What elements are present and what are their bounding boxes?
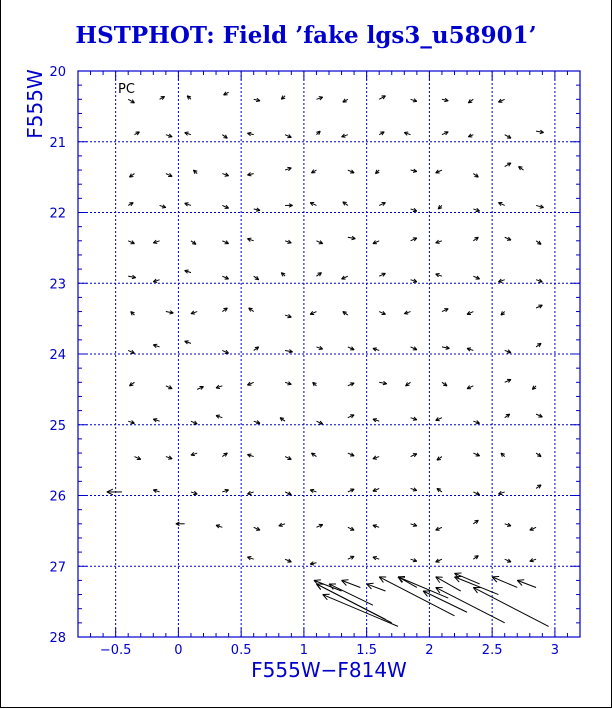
vector-arrow — [131, 312, 135, 316]
vector-arrow — [191, 311, 197, 314]
vector-arrow — [536, 453, 541, 457]
vector-head — [474, 176, 478, 177]
vector-arrow — [411, 417, 417, 420]
vector-arrow — [404, 311, 410, 314]
vector-arrow — [222, 350, 228, 353]
vector-head — [413, 171, 417, 172]
vector-arrow — [160, 205, 166, 208]
x-tick-label: −0.5 — [99, 643, 132, 658]
vector-arrow — [467, 311, 473, 314]
vector-arrow — [473, 237, 478, 241]
vector-arrow — [316, 524, 322, 527]
vector-arrow — [247, 132, 253, 135]
vector-arrow — [442, 98, 448, 101]
vector-arrow — [367, 583, 386, 591]
vector-arrow — [187, 96, 191, 100]
vector-head — [367, 583, 374, 584]
vector-head — [540, 208, 544, 209]
vector-arrow — [536, 343, 541, 347]
vector-arrow — [313, 382, 317, 386]
vector-arrow — [473, 421, 479, 424]
y-tick-label: 28 — [49, 631, 66, 646]
y-tick-label: 23 — [49, 277, 66, 293]
vector-arrow — [285, 492, 291, 495]
vector-arrow — [216, 385, 222, 388]
x-tick-label: 0 — [174, 643, 183, 658]
y-tick-label: 26 — [49, 489, 66, 505]
vector-arrow — [536, 205, 544, 208]
vector-head — [255, 279, 259, 280]
vector-arrow — [436, 240, 442, 243]
vector-arrow — [249, 308, 254, 312]
vector-arrow — [379, 273, 385, 276]
vector-arrow — [222, 276, 228, 279]
vector-arrow — [166, 173, 172, 176]
vector-head — [311, 453, 315, 454]
x-tick-label: 1.5 — [356, 643, 377, 658]
vector-arrow — [191, 421, 197, 424]
vector-shaft — [473, 587, 548, 626]
y-tick-label: 21 — [49, 135, 66, 151]
vector-arrow — [468, 99, 473, 103]
vector-arrow — [185, 132, 191, 135]
vector-head — [192, 244, 196, 245]
vector-arrow — [153, 279, 159, 282]
vector-arrow — [442, 132, 448, 135]
vector-arrow — [216, 525, 222, 528]
vector-arrow — [254, 347, 259, 351]
vector-arrow — [343, 312, 348, 316]
vector-arrow — [166, 386, 172, 389]
chart-title: HSTPHOT: Field ’fake lgs3_u58901’ — [75, 22, 537, 49]
vector-arrow — [185, 270, 191, 273]
vector-arrow — [536, 305, 542, 308]
x-tick-label: 2 — [425, 643, 434, 658]
vector-arrow — [348, 489, 354, 492]
vector-arrow — [222, 135, 227, 139]
vector-arrow — [254, 276, 259, 280]
vector-arrow — [437, 488, 442, 492]
vector-arrow — [193, 170, 197, 174]
vector-arrow — [501, 453, 505, 457]
vector-arrow — [348, 527, 354, 530]
vector-arrow — [254, 98, 260, 101]
vector-arrow — [348, 453, 354, 456]
vector-arrow — [128, 275, 136, 278]
vector-arrow — [197, 386, 203, 389]
vector-arrow — [379, 202, 385, 205]
vector-arrow — [280, 418, 285, 422]
vector-head — [249, 308, 253, 309]
vector-arrow — [498, 491, 504, 494]
vector-arrow — [437, 457, 442, 461]
vector-arrow — [373, 456, 379, 459]
vector-arrow — [222, 453, 227, 457]
vector-head — [280, 418, 284, 419]
vector-arrow — [498, 279, 504, 282]
vector-arrow — [436, 417, 442, 420]
vector-arrow — [473, 453, 479, 456]
panel-label: PC — [118, 82, 135, 97]
vector-arrow — [473, 556, 478, 560]
vector-arrow — [185, 203, 191, 206]
vector-arrow — [373, 557, 379, 560]
vector-arrow — [222, 308, 227, 312]
vector-arrow — [530, 527, 536, 530]
vector-arrow — [310, 311, 316, 314]
vector-head — [444, 101, 448, 102]
vector-arrow — [128, 350, 134, 353]
vector-arrow — [473, 276, 479, 279]
vector-arrow — [519, 167, 524, 171]
x-tick-label: 3 — [550, 643, 560, 658]
vector-head — [343, 202, 347, 203]
vector-shaft — [423, 591, 467, 612]
vector-arrow — [442, 346, 450, 349]
vector-arrow — [373, 241, 379, 244]
vector-arrow — [285, 204, 293, 207]
vector-arrow — [316, 241, 322, 244]
vector-arrow — [348, 556, 354, 559]
vector-arrow — [222, 489, 228, 492]
vector-arrow — [442, 382, 447, 386]
vector-arrow — [348, 170, 354, 173]
x-axis-label: F555W−F814W — [251, 658, 407, 682]
vector-arrow — [134, 132, 139, 135]
vector-arrow — [343, 202, 348, 206]
y-axis-label: F555W — [23, 69, 47, 139]
vector-arrow — [285, 382, 291, 385]
vector-arrow — [348, 236, 356, 239]
vector-head — [256, 101, 260, 102]
vector-arrow — [375, 170, 379, 174]
vector-arrow — [222, 205, 228, 208]
vector-arrow — [411, 208, 417, 211]
vector-arrow — [185, 341, 191, 344]
vector-arrow — [342, 134, 348, 137]
vector-arrow — [536, 279, 542, 282]
vector-arrow — [505, 559, 511, 562]
vector-arrow — [279, 523, 285, 526]
vector-arrow — [153, 240, 159, 243]
vector-head — [443, 385, 447, 386]
vector-arrow — [505, 163, 511, 167]
vector-head — [289, 352, 293, 353]
vector-arrow — [532, 386, 536, 390]
vector-arrow — [310, 202, 316, 205]
vector-arrow — [128, 421, 134, 424]
vector-head — [517, 580, 524, 581]
vector-arrow — [348, 383, 354, 386]
vector-arrow — [436, 559, 442, 562]
vector-arrow — [411, 523, 417, 526]
y-tick-label: 27 — [49, 560, 66, 576]
vector-head — [537, 456, 541, 457]
vector-arrow — [473, 587, 548, 626]
vector-head — [256, 210, 260, 211]
vector-arrow — [530, 558, 536, 561]
vector-arrow — [247, 173, 253, 176]
vector-arrow — [316, 584, 391, 623]
vector-head — [343, 312, 347, 313]
vector-arrow — [473, 174, 478, 178]
vector-arrow — [473, 208, 479, 211]
vector-arrow — [423, 591, 467, 612]
vector-arrow — [153, 419, 159, 422]
vector-arrow — [254, 421, 260, 424]
vector-arrow — [311, 170, 316, 173]
x-tick-label: 1 — [299, 643, 309, 658]
vector-arrow — [224, 92, 229, 95]
vector-arrow — [166, 134, 172, 137]
vector-arrow — [134, 456, 140, 459]
vector-arrow — [492, 577, 517, 588]
vector-arrow — [505, 414, 510, 418]
vector-arrow — [153, 344, 159, 347]
vector-arrow — [379, 381, 387, 384]
vector-arrow — [379, 132, 384, 135]
vector-head — [446, 348, 450, 349]
vector-arrow — [160, 96, 165, 99]
vector-arrow — [438, 205, 442, 209]
vector-arrow — [247, 454, 253, 457]
vector-arrow — [285, 240, 291, 243]
vector-arrow — [128, 99, 134, 103]
vector-arrow — [342, 276, 348, 279]
vector-arrow — [254, 208, 260, 211]
vector-arrow — [191, 452, 197, 455]
vector-arrow — [411, 488, 417, 491]
vector-arrow — [107, 489, 122, 495]
vector-arrow — [247, 557, 253, 560]
vector-arrow — [505, 350, 511, 353]
plot-frame — [78, 71, 580, 637]
vector-arrow — [166, 311, 174, 314]
vector-arrow — [342, 580, 361, 588]
x-tick-label: 2.5 — [481, 643, 503, 658]
vector-arrow — [222, 241, 228, 244]
vector-arrow — [436, 274, 442, 277]
vector-arrow — [436, 170, 442, 173]
vector-arrow — [129, 174, 134, 178]
vector-arrow — [373, 348, 379, 351]
vector-arrow — [343, 99, 348, 102]
vector-arrow — [379, 311, 385, 314]
vector-shaft — [492, 577, 517, 588]
vector-arrow — [468, 134, 473, 137]
vector-arrow — [285, 134, 291, 137]
vector-arrow — [411, 279, 417, 282]
y-tick-label: 25 — [49, 418, 66, 434]
x-tick-label: 0.5 — [230, 643, 252, 658]
vector-arrow — [436, 527, 442, 530]
vector-arrow — [129, 382, 134, 386]
vector-arrow — [442, 309, 448, 312]
vector-arrow — [536, 414, 542, 417]
vector-head — [247, 132, 251, 133]
vector-arrow — [310, 562, 316, 565]
vector-arrow — [285, 456, 291, 459]
vector-arrow — [247, 382, 253, 385]
vector-arrow — [498, 99, 504, 102]
vector-arrow — [316, 97, 322, 100]
vector-arrow — [348, 415, 354, 418]
vector-arrow — [310, 489, 316, 492]
vector-arrow — [166, 456, 172, 459]
vector-arrow — [311, 453, 316, 457]
vector-arrow — [404, 132, 410, 135]
y-tick-label: 22 — [49, 206, 66, 222]
vector-arrow — [191, 491, 197, 494]
vector-arrow — [505, 523, 511, 526]
vector-arrow — [348, 347, 354, 350]
vector-arrow — [498, 202, 504, 205]
vector-arrow — [153, 489, 159, 492]
vector-arrow — [216, 415, 222, 418]
vector-arrow — [222, 173, 228, 176]
vector-arrow — [505, 379, 511, 382]
vector-arrow — [373, 488, 379, 491]
vector-head — [437, 488, 441, 489]
vector-arrow — [316, 421, 322, 424]
vector-arrow — [501, 311, 505, 315]
vector-arrow — [285, 559, 291, 562]
vector-arrow — [281, 273, 285, 277]
vector-arrow — [176, 522, 185, 525]
vector-arrow — [128, 241, 134, 244]
vector-head — [170, 313, 174, 314]
vector-arrow — [473, 492, 479, 495]
vector-shaft — [316, 584, 391, 623]
vector-arrow — [411, 558, 417, 561]
vector-head — [537, 244, 541, 245]
vector-arrow — [505, 135, 511, 139]
vector-head — [342, 580, 349, 581]
vector-arrow — [281, 96, 285, 100]
vector-arrow — [247, 491, 253, 494]
vector-arrow — [411, 238, 417, 241]
vector-arrow — [536, 130, 544, 133]
vector-arrow — [536, 241, 541, 245]
vector-arrow — [473, 520, 478, 524]
vector-arrow — [191, 241, 196, 245]
vector-arrow — [285, 167, 291, 170]
vector-arrow — [316, 131, 320, 135]
y-tick-label: 20 — [49, 65, 66, 80]
vector-arrow — [505, 237, 511, 240]
vector-arrow — [536, 485, 541, 489]
vector-arrow — [373, 525, 379, 528]
vector-arrow — [467, 386, 473, 389]
vector-arrow — [406, 382, 411, 386]
vector-arrow — [411, 169, 417, 172]
vector-head — [519, 167, 523, 168]
vector-arrow — [128, 203, 133, 206]
vector-arrow — [316, 346, 322, 349]
vector-arrow — [411, 454, 417, 457]
vector-arrow — [247, 238, 253, 241]
vector-arrow — [411, 347, 417, 350]
vector-arrow — [254, 527, 260, 530]
vector-arrow — [285, 314, 291, 317]
vector-arrow — [316, 273, 321, 277]
y-tick-label: 24 — [49, 348, 66, 363]
vector-arrow — [517, 580, 536, 588]
vector-head — [314, 580, 321, 581]
vector-head — [383, 384, 387, 385]
vector-arrow — [411, 99, 417, 102]
vector-head — [351, 239, 355, 240]
vector-head — [540, 133, 544, 134]
vector-arrow — [467, 348, 473, 351]
vector-arrow — [285, 350, 293, 353]
vector-head — [223, 138, 227, 139]
vector-head — [132, 278, 136, 279]
vector-arrow — [373, 419, 379, 422]
vector-arrow — [379, 96, 385, 100]
